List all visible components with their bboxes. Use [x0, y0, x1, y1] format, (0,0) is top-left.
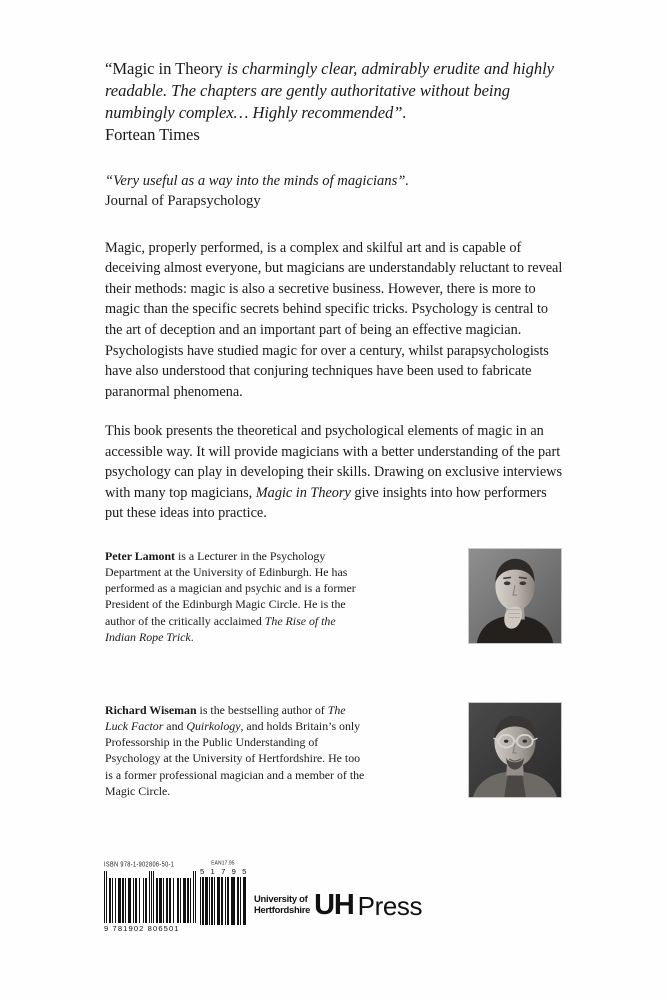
author-bio-2-part2: , and holds Britain’s only Professorship in the Public Understanding of Psychology at the University of Hertfordshire. He too is a former professional magician and a member of the Magic Circle.	[105, 719, 365, 798]
author-bio-1-part1: is a Lecturer in the Psychology Department at the University of Edinburgh. He has performed as a magician and psychic and is a former President of the Edinburgh Magic Circle. He is the author of the critically acclaimed	[105, 549, 356, 628]
book-title-mention: Magic in Theory	[255, 484, 351, 501]
author-block-peter-lamont	[105, 548, 565, 648]
author-2-book-title-1: The Luck Factor	[105, 703, 346, 734]
author-bio-text-1	[105, 548, 367, 645]
cover-footer	[0, 860, 667, 980]
author-photo-peter-lamont	[468, 548, 562, 644]
publisher-name	[254, 894, 310, 915]
review-quote-1	[105, 58, 565, 146]
description-paragraph-2-part1: This book presents the theoretical and psychological elements of magic in an accessible way. It will provide magicians with a better understanding of the part psychology can play in developing their skills. Drawing on exclusive interviews with many top magicians,	[105, 423, 563, 501]
review-quote-2-italic: “Very useful as a way into the minds of magicians”.	[105, 173, 410, 190]
author-1-book-title: The Rise of the Indian Rope Trick	[105, 613, 336, 644]
portrait-illustration-2	[469, 703, 561, 797]
publisher-name-line1: University of	[254, 892, 308, 904]
portrait-illustration-1	[469, 549, 561, 643]
cover-copy-column	[105, 58, 565, 543]
uh-monogram: UH	[314, 889, 354, 921]
review-quote-2	[105, 172, 565, 212]
publisher-logo	[254, 890, 422, 919]
publisher-press-word: Press	[357, 890, 423, 921]
addon-digits: 5 1 7 9 5	[200, 867, 249, 876]
barcode-digits: 9 781902 806501	[104, 923, 180, 933]
review-source-2: Journal of Parapsychology	[105, 193, 261, 210]
review-quote-1-lead: “Magic in Theory	[105, 59, 223, 78]
author-bio-text-2	[105, 702, 367, 799]
author-bio-2-part1: is the bestselling author of	[196, 703, 328, 717]
author-photo-richard-wiseman	[468, 702, 562, 798]
author-2-book-title-2: Quirkology	[186, 719, 241, 734]
review-quote-1-italic: is charmingly clear, admirably erudite and highly readable. The chapters are gently authoritative without being numbingly complex… Highly recommended”.	[105, 59, 554, 123]
description-paragraph-2	[105, 421, 565, 524]
price-addon-barcode	[200, 861, 249, 925]
author-name-1: Peter Lamont	[105, 549, 175, 563]
publisher-name-line2: Hertfordshire	[254, 903, 311, 915]
description-paragraph-1: Magic, properly performed, is a complex and skilful art and is capable of deceiving almost everyone, but magicians are understandably reluctant to reveal their methods: magic is also a secretive business. However, there is more to magic than the specific secrets behind specific tricks. Psychology is central to the art of deception and an important part of being an effective magician. Psychologists have studied magic for over a century, whilst parapsychologists have also understood that conjuring techniques have been used to fabricate paranormal phenomena.	[105, 239, 563, 400]
review-source-1: Fortean Times	[105, 125, 200, 145]
description-paragraph-2-part2: give insights into how performers put these ideas into practice.	[105, 484, 547, 522]
author-bio-1-part2: .	[190, 629, 194, 644]
author-bios	[105, 548, 565, 856]
author-name-2: Richard Wiseman	[105, 703, 197, 717]
isbn-label: ISBN 978-1-902806-50-1	[104, 861, 175, 869]
author-bio-2-mid: and	[163, 719, 187, 734]
addon-bars	[200, 877, 246, 925]
author-block-richard-wiseman	[105, 702, 565, 802]
addon-price-label: EAN17.95	[211, 861, 235, 867]
